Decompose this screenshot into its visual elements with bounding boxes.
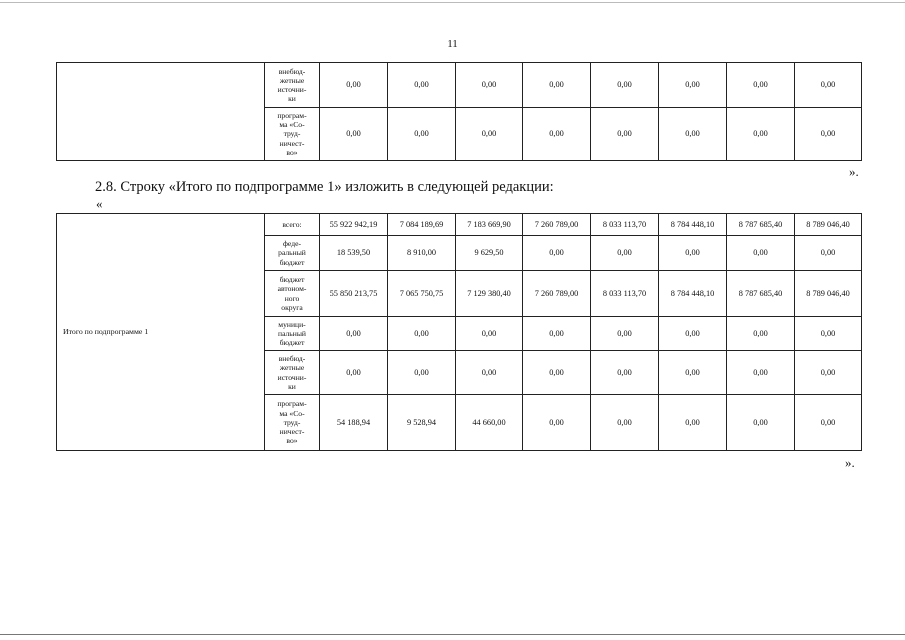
value-cell: 0,00 [795,236,862,271]
value-cell: 8 787 685,40 [727,271,795,317]
value-cell: 0,00 [795,395,862,451]
value-cell: 8 789 046,40 [795,214,862,236]
row-label: всего: [265,214,320,236]
value-cell: 0,00 [388,108,456,161]
value-cell: 0,00 [659,351,727,395]
row-label: феде- ральный бюджет [265,236,320,271]
value-cell: 0,00 [795,63,862,108]
row-label: внебюд- жетные источни- ки [265,63,320,108]
value-cell: 55 922 942,19 [320,214,388,236]
opening-quote: « [96,196,103,211]
value-cell: 0,00 [591,236,659,271]
value-cell: 8 787 685,40 [727,214,795,236]
value-cell: 0,00 [795,351,862,395]
value-cell: 8 789 046,40 [795,271,862,317]
value-cell: 0,00 [591,108,659,161]
row-label: програм- ма «Со- труд- ничест- во» [265,108,320,161]
row-label: муници- пальный бюджет [265,317,320,351]
value-cell: 0,00 [320,317,388,351]
value-cell: 0,00 [727,63,795,108]
value-cell: 7 260 789,00 [523,214,591,236]
amendment-instruction: 2.8. Строку «Итого по подпрограмме 1» изложить в следующей редакции: [95,179,554,195]
value-cell: 0,00 [456,351,523,395]
value-cell: 7 129 380,40 [456,271,523,317]
value-cell: 8 033 113,70 [591,271,659,317]
row-label: внебюд- жетные источни- ки [265,351,320,395]
value-cell: 0,00 [795,108,862,161]
value-cell: 0,00 [456,63,523,108]
value-cell: 0,00 [320,351,388,395]
value-cell: 0,00 [523,63,591,108]
value-cell: 9 629,50 [456,236,523,271]
value-cell: 0,00 [591,351,659,395]
value-cell: 0,00 [320,108,388,161]
value-cell: 0,00 [727,108,795,161]
value-cell: 7 260 789,00 [523,271,591,317]
value-cell: 0,00 [659,63,727,108]
previous-table-fragment [56,62,862,161]
value-cell: 0,00 [456,317,523,351]
page-number: 11 [447,38,458,50]
value-cell: 0,00 [659,395,727,451]
value-cell: 0,00 [591,395,659,451]
value-cell: 0,00 [388,351,456,395]
value-cell: 7 084 189,69 [388,214,456,236]
value-cell: 9 528,94 [388,395,456,451]
subprogram-total-table [56,213,862,451]
scan-bottom-edge [0,634,905,635]
value-cell: 0,00 [659,108,727,161]
value-cell: 0,00 [523,395,591,451]
row-label: програм- ма «Со- труд- ничест- во» [265,395,320,451]
value-cell: 8 033 113,70 [591,214,659,236]
value-cell: 18 539,50 [320,236,388,271]
scan-top-edge [0,2,905,3]
value-cell: 55 850 213,75 [320,271,388,317]
value-cell: 0,00 [523,236,591,271]
subprogram-title: Итого по подпрограмме 1 [57,214,265,451]
value-cell: 8 784 448,10 [659,271,727,317]
value-cell: 0,00 [659,236,727,271]
value-cell: 0,00 [523,317,591,351]
value-cell: 0,00 [456,108,523,161]
table-row [57,63,862,108]
value-cell: 0,00 [591,63,659,108]
value-cell: 0,00 [388,317,456,351]
value-cell: 54 188,94 [320,395,388,451]
value-cell: 44 660,00 [456,395,523,451]
closing-quote: ». [849,164,859,179]
value-cell: 8 784 448,10 [659,214,727,236]
value-cell: 0,00 [591,317,659,351]
value-cell: 0,00 [388,63,456,108]
value-cell: 0,00 [727,351,795,395]
table-row [57,214,862,236]
value-cell: 0,00 [659,317,727,351]
row-label: бюджет автоном- ного округа [265,271,320,317]
value-cell: 8 910,00 [388,236,456,271]
value-cell: 0,00 [727,317,795,351]
empty-title-cell [57,63,265,161]
value-cell: 0,00 [523,351,591,395]
value-cell: 0,00 [727,395,795,451]
value-cell: 0,00 [320,63,388,108]
value-cell: 7 065 750,75 [388,271,456,317]
closing-quote: ». [845,455,855,470]
value-cell: 7 183 669,90 [456,214,523,236]
value-cell: 0,00 [795,317,862,351]
value-cell: 0,00 [523,108,591,161]
value-cell: 0,00 [727,236,795,271]
